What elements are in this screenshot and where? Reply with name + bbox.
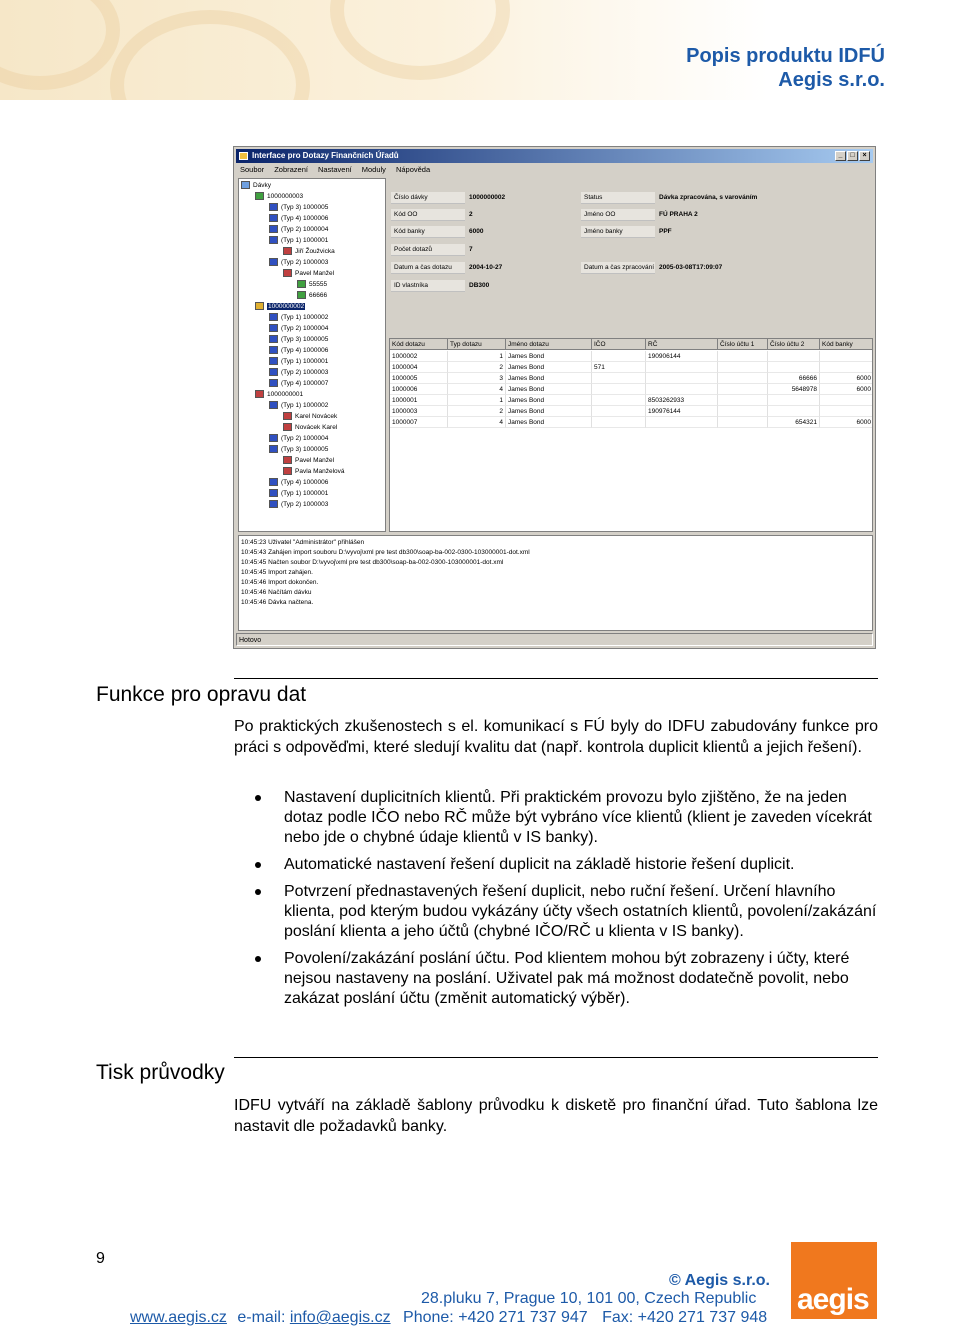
table-cell[interactable] bbox=[718, 362, 768, 373]
tree-item[interactable]: (Typ 4) 1000007 bbox=[269, 379, 328, 389]
query-icon bbox=[269, 346, 278, 354]
close-button[interactable]: × bbox=[859, 151, 870, 161]
log-entry: 10:45:43 Zahájen import souboru D:\vyvoj\xml pre test db300\soap-ba-002-0300-103000001-dot.xml bbox=[241, 549, 530, 556]
person-icon bbox=[283, 467, 292, 475]
table-cell[interactable] bbox=[768, 406, 820, 417]
tree-item[interactable]: (Typ 1) 1000002 bbox=[269, 313, 328, 323]
event-log bbox=[238, 535, 873, 631]
column-header[interactable]: Kód dotazu bbox=[390, 339, 448, 350]
query-icon bbox=[269, 203, 278, 211]
app-screenshot-window bbox=[233, 146, 876, 649]
footer-contacts bbox=[130, 1309, 767, 1327]
query-icon bbox=[269, 214, 278, 222]
table-cell[interactable] bbox=[592, 384, 646, 395]
website-link[interactable]: www.aegis.cz bbox=[130, 1309, 227, 1326]
menu-bar bbox=[236, 164, 873, 176]
query-icon bbox=[269, 368, 278, 376]
table-cell[interactable]: 6000 bbox=[820, 417, 873, 428]
section-divider bbox=[234, 1057, 878, 1058]
table-cell[interactable]: 2 bbox=[448, 362, 506, 373]
person-icon bbox=[283, 247, 292, 255]
query-icon bbox=[269, 434, 278, 442]
table-cell[interactable]: 190906144 bbox=[646, 351, 718, 362]
status-bar: Hotovo bbox=[236, 633, 873, 646]
table-cell[interactable] bbox=[592, 406, 646, 417]
log-entry: 10:45:46 Dávka načtena. bbox=[241, 599, 314, 606]
email-link[interactable]: info@aegis.cz bbox=[289, 1309, 391, 1326]
log-entry: 10:45:46 Import dokončen. bbox=[241, 579, 319, 586]
table-cell[interactable] bbox=[718, 395, 768, 406]
queries-table bbox=[389, 338, 873, 532]
table-cell[interactable]: 571 bbox=[592, 362, 646, 373]
menu-soubor[interactable]: Soubor bbox=[240, 165, 265, 174]
query-icon bbox=[269, 401, 278, 409]
tree-item[interactable]: Jiří Žoužvicka bbox=[283, 247, 335, 257]
header-company: Aegis s.r.o. bbox=[778, 69, 885, 91]
table-cell[interactable]: 654321 bbox=[768, 417, 820, 428]
bullet-icon bbox=[255, 795, 261, 801]
tree-item[interactable]: (Typ 1) 1000001 bbox=[269, 236, 328, 246]
tree-item[interactable]: Novácek Karel bbox=[283, 423, 337, 433]
folder-icon bbox=[241, 181, 250, 189]
aegis-logo bbox=[791, 1242, 877, 1319]
tree-item[interactable]: Pavla Manželová bbox=[283, 467, 345, 477]
table-cell[interactable] bbox=[646, 384, 718, 395]
query-icon bbox=[269, 489, 278, 497]
tree-item[interactable]: 55555 bbox=[297, 280, 327, 290]
table-cell[interactable]: 1 bbox=[448, 395, 506, 406]
account-icon bbox=[297, 291, 306, 299]
table-cell[interactable]: James Bond bbox=[506, 395, 592, 406]
tree-item[interactable]: (Typ 2) 1000004 bbox=[269, 324, 328, 334]
tree-item[interactable]: (Typ 2) 1000004 bbox=[269, 225, 328, 235]
table-cell[interactable]: 3 bbox=[448, 373, 506, 384]
batch-tree bbox=[238, 178, 386, 532]
table-cell[interactable] bbox=[718, 406, 768, 417]
section-title-data-repair: Funkce pro opravu dat bbox=[96, 683, 307, 706]
tree-item[interactable]: (Typ 3) 1000005 bbox=[269, 203, 328, 213]
table-cell[interactable] bbox=[768, 362, 820, 373]
table-cell[interactable] bbox=[820, 362, 873, 373]
query-icon bbox=[269, 324, 278, 332]
column-header[interactable]: Kód banky bbox=[820, 339, 873, 350]
column-header[interactable]: Typ dotazu bbox=[448, 339, 506, 350]
table-cell[interactable] bbox=[820, 406, 873, 417]
email-label: e-mail: bbox=[237, 1309, 286, 1326]
page-number: 9 bbox=[96, 1250, 105, 1267]
table-cell[interactable] bbox=[820, 395, 873, 406]
query-icon bbox=[269, 500, 278, 508]
query-icon bbox=[269, 335, 278, 343]
table-cell[interactable] bbox=[646, 417, 718, 428]
section-divider bbox=[234, 678, 878, 679]
tree-item[interactable]: (Typ 3) 1000005 bbox=[269, 445, 328, 455]
footer-company: © Aegis s.r.o. bbox=[668, 1272, 770, 1289]
table-cell[interactable]: 1000007 bbox=[390, 417, 448, 428]
table-cell[interactable] bbox=[820, 351, 873, 362]
tree-item[interactable]: Karel Novácek bbox=[283, 412, 337, 422]
bullet-icon bbox=[255, 889, 261, 895]
log-entry: 10:45:45 Načten soubor D:\vyvoj\xml pre test db300\soap-ba-002-0300-103000001-dot.xml bbox=[241, 559, 504, 566]
bullet-icon bbox=[255, 956, 261, 962]
list-item: Povolení/zakázání poslání účtu. Pod klientem mohou být zobrazeny i účty, které nejsou nastaveny na poslání. Uživatel pak má možnost dodatečně povolit, nebo zakázat poslání účtu (změnit automatický výběr). bbox=[255, 949, 880, 1009]
table-cell[interactable] bbox=[592, 395, 646, 406]
table-cell[interactable] bbox=[768, 351, 820, 362]
table-cell[interactable]: 66666 bbox=[768, 373, 820, 384]
query-icon bbox=[269, 236, 278, 244]
table-cell[interactable]: James Bond bbox=[506, 406, 592, 417]
app-icon bbox=[239, 152, 248, 160]
table-cell[interactable]: James Bond bbox=[506, 417, 592, 428]
tree-item[interactable]: (Typ 1) 1000001 bbox=[269, 489, 328, 499]
table-cell[interactable]: 8503262933 bbox=[646, 395, 718, 406]
header-decoration bbox=[0, 0, 120, 90]
table-cell[interactable]: James Bond bbox=[506, 362, 592, 373]
person-icon bbox=[283, 412, 292, 420]
column-header[interactable]: IČO bbox=[592, 339, 646, 350]
column-header[interactable]: RČ bbox=[646, 339, 718, 350]
header-decoration bbox=[330, 0, 510, 80]
batch-detail-panel: Číslo dávky 1000000002 Kód OO 2 Kód banky 6000 Počet dotazů 7 Datum a čas dotazu 2004-10-27 ID vlastníka DB300 Status Dávka zpracována, s varováním Jméno OO FÚ PRAHA 2 Jméno banky PPF Datum a čas zpracování 2005-03-08T17:09:07 bbox=[389, 178, 873, 328]
query-icon bbox=[269, 445, 278, 453]
bullet-icon bbox=[255, 862, 261, 868]
table-cell[interactable]: 1000003 bbox=[390, 406, 448, 417]
column-header[interactable]: Jméno dotazu bbox=[506, 339, 592, 350]
tree-item[interactable]: (Typ 2) 1000003 bbox=[269, 500, 328, 510]
batch-icon bbox=[255, 390, 264, 398]
footer-fax: Fax: +420 271 737 948 bbox=[602, 1309, 768, 1326]
header-decoration bbox=[110, 10, 310, 100]
section-title-print: Tisk průvodky bbox=[96, 1061, 225, 1084]
table-cell[interactable]: 6000 bbox=[820, 384, 873, 395]
batch-icon bbox=[255, 302, 264, 310]
query-icon bbox=[269, 313, 278, 321]
table-cell[interactable]: 1000005 bbox=[390, 373, 448, 384]
table-cell[interactable]: 5648978 bbox=[768, 384, 820, 395]
tree-item[interactable]: 66666 bbox=[297, 291, 327, 301]
tree-item[interactable]: (Typ 1) 1000001 bbox=[269, 357, 328, 367]
table-cell[interactable]: 1000006 bbox=[390, 384, 448, 395]
header-product: Popis produktu IDFÚ bbox=[686, 45, 885, 67]
table-cell[interactable]: James Bond bbox=[506, 351, 592, 362]
tree-item[interactable]: (Typ 2) 1000004 bbox=[269, 434, 328, 444]
column-header[interactable]: Číslo účtu 1 bbox=[718, 339, 768, 350]
section-text: IDFU vytváří na základě šablony průvodku k disketě pro finanční úřad. Tuto šablona lze nastavit dle požadavků banky. bbox=[234, 1097, 878, 1135]
table-cell[interactable] bbox=[646, 362, 718, 373]
menu-nastaveni[interactable]: Nastavení bbox=[317, 165, 352, 174]
tree-item[interactable]: (Typ 4) 1000006 bbox=[269, 346, 328, 356]
page-header bbox=[0, 0, 960, 100]
query-icon bbox=[269, 357, 278, 365]
tree-item[interactable]: (Typ 1) 1000002 bbox=[269, 401, 328, 411]
table-cell[interactable] bbox=[592, 417, 646, 428]
tree-item[interactable]: 1000000001 bbox=[255, 390, 303, 400]
table-cell[interactable]: 6000 bbox=[820, 373, 873, 384]
tree-item[interactable]: (Typ 2) 1000003 bbox=[269, 258, 328, 268]
table-cell[interactable]: James Bond bbox=[506, 384, 592, 395]
person-icon bbox=[283, 269, 292, 277]
table-cell[interactable] bbox=[718, 373, 768, 384]
list-item: Automatické nastavení řešení duplicit na základě historie řešení duplicit. bbox=[255, 855, 880, 875]
query-icon bbox=[269, 478, 278, 486]
table-cell[interactable] bbox=[646, 373, 718, 384]
account-icon bbox=[297, 280, 306, 288]
tree-item[interactable]: Pavel Manžel bbox=[283, 269, 334, 279]
window-titlebar bbox=[236, 149, 873, 163]
tree-item[interactable]: (Typ 3) 1000005 bbox=[269, 335, 328, 345]
table-cell[interactable]: 2 bbox=[448, 406, 506, 417]
list-item: Potvrzení přednastavených řešení duplicit, nebo ruční řešení. Určení hlavního klienta, pod kterým budou vykázány účty všech ostatních klientů, povolení/zakázání poslání klienta a jeho účtů (chybné IČO/RČ u klienta v IS banky). bbox=[255, 882, 880, 942]
query-icon bbox=[269, 258, 278, 266]
table-cell[interactable]: James Bond bbox=[506, 373, 592, 384]
query-icon bbox=[269, 379, 278, 387]
maximize-button[interactable]: □ bbox=[847, 151, 858, 161]
table-cell[interactable] bbox=[718, 417, 768, 428]
table-cell[interactable]: 1000001 bbox=[390, 395, 448, 406]
table-header bbox=[390, 339, 872, 350]
table-cell[interactable]: 4 bbox=[448, 384, 506, 395]
menu-napoveda[interactable]: Nápověda bbox=[395, 165, 431, 174]
feature-list bbox=[255, 788, 880, 1016]
tree-item[interactable]: (Typ 4) 1000006 bbox=[269, 478, 328, 488]
table-cell[interactable]: 1000004 bbox=[390, 362, 448, 373]
window-title: Interface pro Dotazy Finančních Úřadů bbox=[252, 151, 399, 160]
tree-item[interactable]: Dávky bbox=[241, 181, 271, 191]
tree-item[interactable]: Pavel Manžel bbox=[283, 456, 334, 466]
table-cell[interactable]: 1 bbox=[448, 351, 506, 362]
table-cell[interactable]: 190976144 bbox=[646, 406, 718, 417]
tree-item[interactable]: 1000000003 bbox=[255, 192, 303, 202]
menu-zobrazeni[interactable]: Zobrazení bbox=[274, 165, 308, 174]
table-cell[interactable] bbox=[768, 395, 820, 406]
tree-item[interactable]: (Typ 4) 1000006 bbox=[269, 214, 328, 224]
column-header[interactable]: Číslo účtu 2 bbox=[768, 339, 820, 350]
table-cell[interactable]: 4 bbox=[448, 417, 506, 428]
query-icon bbox=[269, 225, 278, 233]
tree-item[interactable]: (Typ 2) 1000003 bbox=[269, 368, 328, 378]
footer-phone: Phone: +420 271 737 947 bbox=[403, 1309, 588, 1326]
table-cell[interactable] bbox=[592, 373, 646, 384]
footer-address: 28.pluku 7, Prague 10, 101 00, Czech Republic bbox=[421, 1290, 757, 1307]
batch-icon bbox=[255, 192, 264, 200]
table-cell[interactable] bbox=[718, 384, 768, 395]
log-entry: 10:45:45 Import zahájen. bbox=[241, 569, 313, 576]
table-cell[interactable] bbox=[718, 351, 768, 362]
table-cell[interactable] bbox=[592, 351, 646, 362]
list-item: Nastavení duplicitních klientů. Při praktickém provozu bylo zjištěno, že na jeden dotaz podle IČO nebo RČ může být vybráno více klientů (klient je zaveden vícekrát nebo jde o chybné údaje klientů v IS banky). bbox=[255, 788, 880, 848]
person-icon bbox=[283, 423, 292, 431]
logo-wordmark: aegis bbox=[797, 1283, 869, 1316]
log-entry: 10:45:46 Načítám dávku bbox=[241, 589, 312, 596]
header-title bbox=[686, 44, 885, 92]
table-cell[interactable]: 1000002 bbox=[390, 351, 448, 362]
log-entry: 10:45:23 Uživatel "Administrátor" přihlášen bbox=[241, 539, 365, 546]
minimize-button[interactable]: _ bbox=[835, 151, 846, 161]
person-icon bbox=[283, 456, 292, 464]
tree-item-selected[interactable]: 1000000002 bbox=[255, 302, 305, 312]
menu-moduly[interactable]: Moduly bbox=[361, 165, 386, 174]
section-intro: Po praktických zkušenostech s el. komunikací s FÚ byly do IDFU zabudovány funkce pro práci s odpověďmi, které sledují kvalitu dat (např. kontrola duplicit klientů a jejich řešení). bbox=[234, 718, 878, 756]
